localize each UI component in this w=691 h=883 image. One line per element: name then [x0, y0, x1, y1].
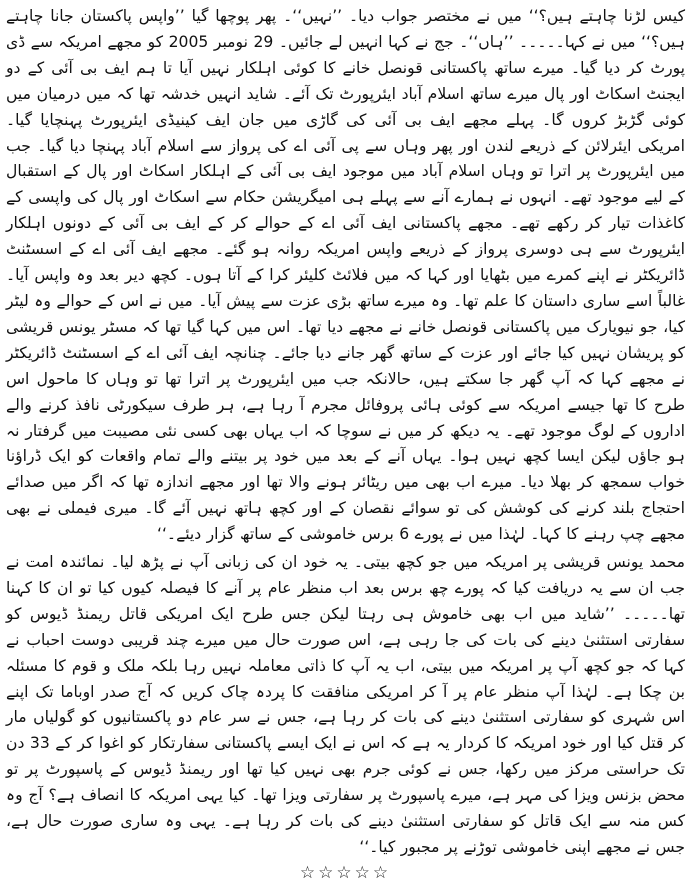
- star-separator: ☆☆☆☆☆: [299, 862, 392, 883]
- article-page: [6, 4, 686, 883]
- article-paragraph: محمد یونس قریشی پر امریکہ میں جو کچھ بیتی۔ یہ خود ان کی زبانی آپ نے پڑھ لیا۔ نمائندہ امت نے جب ان سے یہ دریافت کیا کہ پورے چھ برس بعد اب منظر عام پر آنے کا فیصلہ کیوں کیا تو ان کا کہنا تھا۔۔۔۔۔ ’’شاید میں اب بھی خاموش ہی رہتا لیکن جس طرح ایک امریکی قاتل ریمنڈ ڈیوس کو سفارتی استثنیٰ دینے کی بات کی جا رہی ہے، اس صورت حال میں میرے چند قریبی دوست احباب نے کہا کہ جو کچھ آپ پر امریکہ میں بیتی، اب یہ آپ کا ذاتی معاملہ نہیں رہا بلکہ ملک و قوم کا مسئلہ بن چکا ہے۔ لہٰذا آپ منظر عام پر آ کر امریکی منافقت کا پردہ چاک کریں کہ آج صدر اوباما تک اپنے اس شہری کو سفارتی استثنیٰ دینے کی بات کر رہا ہے، جس نے سر عام دو پاکستانیوں کو گولیاں مار کر قتل کیا اور خود امریکہ کا کردار یہ ہے کہ اس نے ایک ایسے پاکستانی سفارتکار کو اغوا کر کے 33 دن تک حراستی مرکز میں رکھا، جس نے کوئی جرم بھی نہیں کیا تھا اور ریمنڈ ڈیوس کے پاسپورٹ پر تو محض بزنس ویزا کی مہر ہے، میرے پاسپورٹ پر سفارتی ویزا تھا۔ کیا یہی امریکہ کا انصاف ہے؟ آج وہ کس منہ سے ایک قاتل کو سفارتی استثنیٰ دینے کی بات کر رہا ہے۔ یہی وہ ساری صورت حال ہے، جس نے مجھے اپنی خاموشی توڑنے پر مجبور کیا۔‘‘: [6, 553, 686, 856]
- article-paragraph: کیس لڑنا چاہتے ہیں؟‘‘ میں نے مختصر جواب دیا۔ ’’نہیں‘‘۔ پھر پوچھا گیا ’’واپس پاکستان جانا چاہتے ہیں؟‘‘ میں نے کہا۔۔۔۔۔ ’’ہاں‘‘۔ جج نے کہا انہیں لے جائیں۔ 29 نومبر 2005 کو مجھے امریکہ سے ڈی پورٹ کر دیا گیا۔ میرے ساتھ پاکستانی قونصل خانے کا کوئی اہلکار نہیں آیا تا ہم ایف بی آئی کے دو ایجنٹ اسکاٹ اور پال میرے ساتھ اسلام آباد ایئرپورٹ تک آئے۔ شاید انہیں خدشہ تھا کہ میں درمیان میں کوئی گڑبڑ کروں گا۔ پہلے مجھے ایف بی آئی کی گاڑی میں جان ایف کینیڈی ایئرپورٹ پہنچایا گیا۔ امریکی ایئرلائن کے ذریعے لندن اور پھر وہاں سے پی آئی اے کی پرواز سے اسلام آباد پہنچا دیا گیا۔ جب میں ایئرپورٹ پر اترا تو وہاں اسلام آباد میں موجود ایف بی آئی کے اہلکار اسکاٹ اور پال کے استقبال کے لیے موجود تھے۔ انہوں نے ہمارے آنے سے پہلے ہی امیگریشن حکام سے اسکاٹ اور پال کی واپسی کے کاغذات تیار کر رکھے تھے۔ مجھے پاکستانی ایف آئی اے کے حوالے کر کے ایف بی آئی کے دونوں اہلکار ایئرپورٹ سے ہی دوسری پرواز کے ذریعے واپس امریکہ روانہ ہو گئے۔ مجھے ایف آئی اے کے اسسٹنٹ ڈائریکٹر نے اپنے کمرے میں بٹھایا اور کہا کہ میں فلائٹ کلیئر کرا کے آتا ہوں۔ کچھ دیر بعد وہ واپس آیا۔ غالباً اسے ساری داستان کا علم تھا۔ وہ میرے ساتھ بڑی عزت سے پیش آیا۔ میں نے اس کے حوالے وہ لیٹر کیا، جو نیویارک میں پاکستانی قونصل خانے نے مجھے دیا تھا۔ اس میں کہا گیا تھا کہ مسٹر یونس قریشی کو پریشان نہیں کیا جائے اور عزت کے ساتھ گھر جانے دیا جائے۔ چنانچہ ایف آئی اے کے اسسٹنٹ ڈائریکٹر نے مجھے کہا کہ آپ گھر جا سکتے ہیں، حالانکہ جب میں ایئرپورٹ پر اترا تھا تو وہاں کا ماحول اس طرح کا تھا جیسے امریکہ سے کوئی ہائی پروفائل مجرم آ رہا ہے، ہر طرف سیکورٹی نافذ کرنے والے اداروں کے لوگ موجود تھے۔ یہ دیکھ کر میں نے سوچا کہ اب یہاں بھی کسی نئی مصیبت میں گرفتار نہ ہو جاؤں لیکن ایسا کچھ نہیں ہوا۔ یہاں آنے کے بعد میں خود پر بیتنے والے تمام واقعات کو ایک ڈراؤنا خواب سمجھ کر بھلا دیا۔ میرے اب بھی میں ریٹائر ہونے والا تھا اور مجھے اندازہ تھا کہ اگر میں صدائے احتجاج بلند کرنے کی کوشش کی تو سوائے نقصان کے اور کچھ ہاتھ نہیں آئے گا۔ میری فیملی نے بھی مجھے چپ رہنے کا کہا۔ لہٰذا میں نے پورے 6 برس خاموشی کے ساتھ گزار دیئے۔‘‘: [6, 7, 685, 544]
